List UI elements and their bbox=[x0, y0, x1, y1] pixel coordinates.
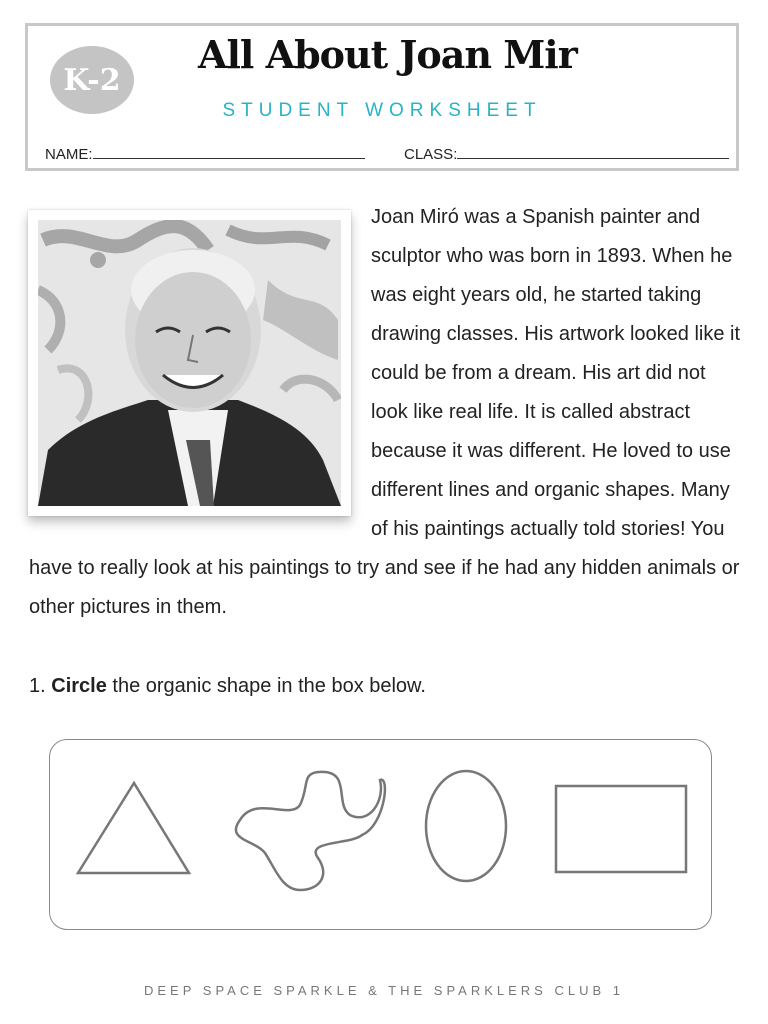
page-number: 1 bbox=[612, 983, 624, 998]
organic-shape[interactable] bbox=[236, 772, 385, 890]
class-field[interactable] bbox=[404, 143, 729, 163]
footer-text: DEEP SPACE SPARKLE & THE SPARKLERS CLUB bbox=[144, 983, 606, 998]
worksheet-subtitle: STUDENT WORKSHEET bbox=[222, 100, 542, 121]
triangle-shape[interactable] bbox=[78, 783, 189, 873]
class-label: CLASS: bbox=[404, 146, 458, 163]
article-text: Joan Miró was a Spanish painter and sculptor who was born in 1893. When he was eight years old, he started taking drawing classes. His artwork looked like it could be from a dream. His art did not look like real life. It is called abstract because it was different. He loved to use different lines and organic shapes. Many of his paintings actually told stories! You have to really look at his paintings to try and see if he had any hidden animals or other pictures in them. bbox=[29, 206, 741, 618]
page-footer bbox=[0, 983, 768, 998]
oval-shape[interactable] bbox=[426, 771, 506, 881]
rectangle-shape[interactable] bbox=[556, 786, 686, 872]
grade-badge: K-2 bbox=[50, 46, 134, 114]
name-line[interactable] bbox=[93, 143, 365, 159]
name-field[interactable] bbox=[45, 143, 365, 163]
shape-choices bbox=[50, 740, 713, 931]
question-number: 1. bbox=[29, 675, 46, 697]
worksheet-header bbox=[25, 23, 739, 171]
article-paragraph bbox=[29, 198, 741, 627]
name-label: NAME: bbox=[45, 146, 93, 163]
shape-choice-box bbox=[49, 739, 712, 930]
worksheet-title: All About Joan Mir bbox=[198, 32, 577, 77]
question-verb: Circle bbox=[51, 675, 107, 697]
question-text: the organic shape in the box below. bbox=[106, 675, 426, 697]
question-1 bbox=[29, 675, 426, 698]
class-line[interactable] bbox=[457, 143, 729, 159]
